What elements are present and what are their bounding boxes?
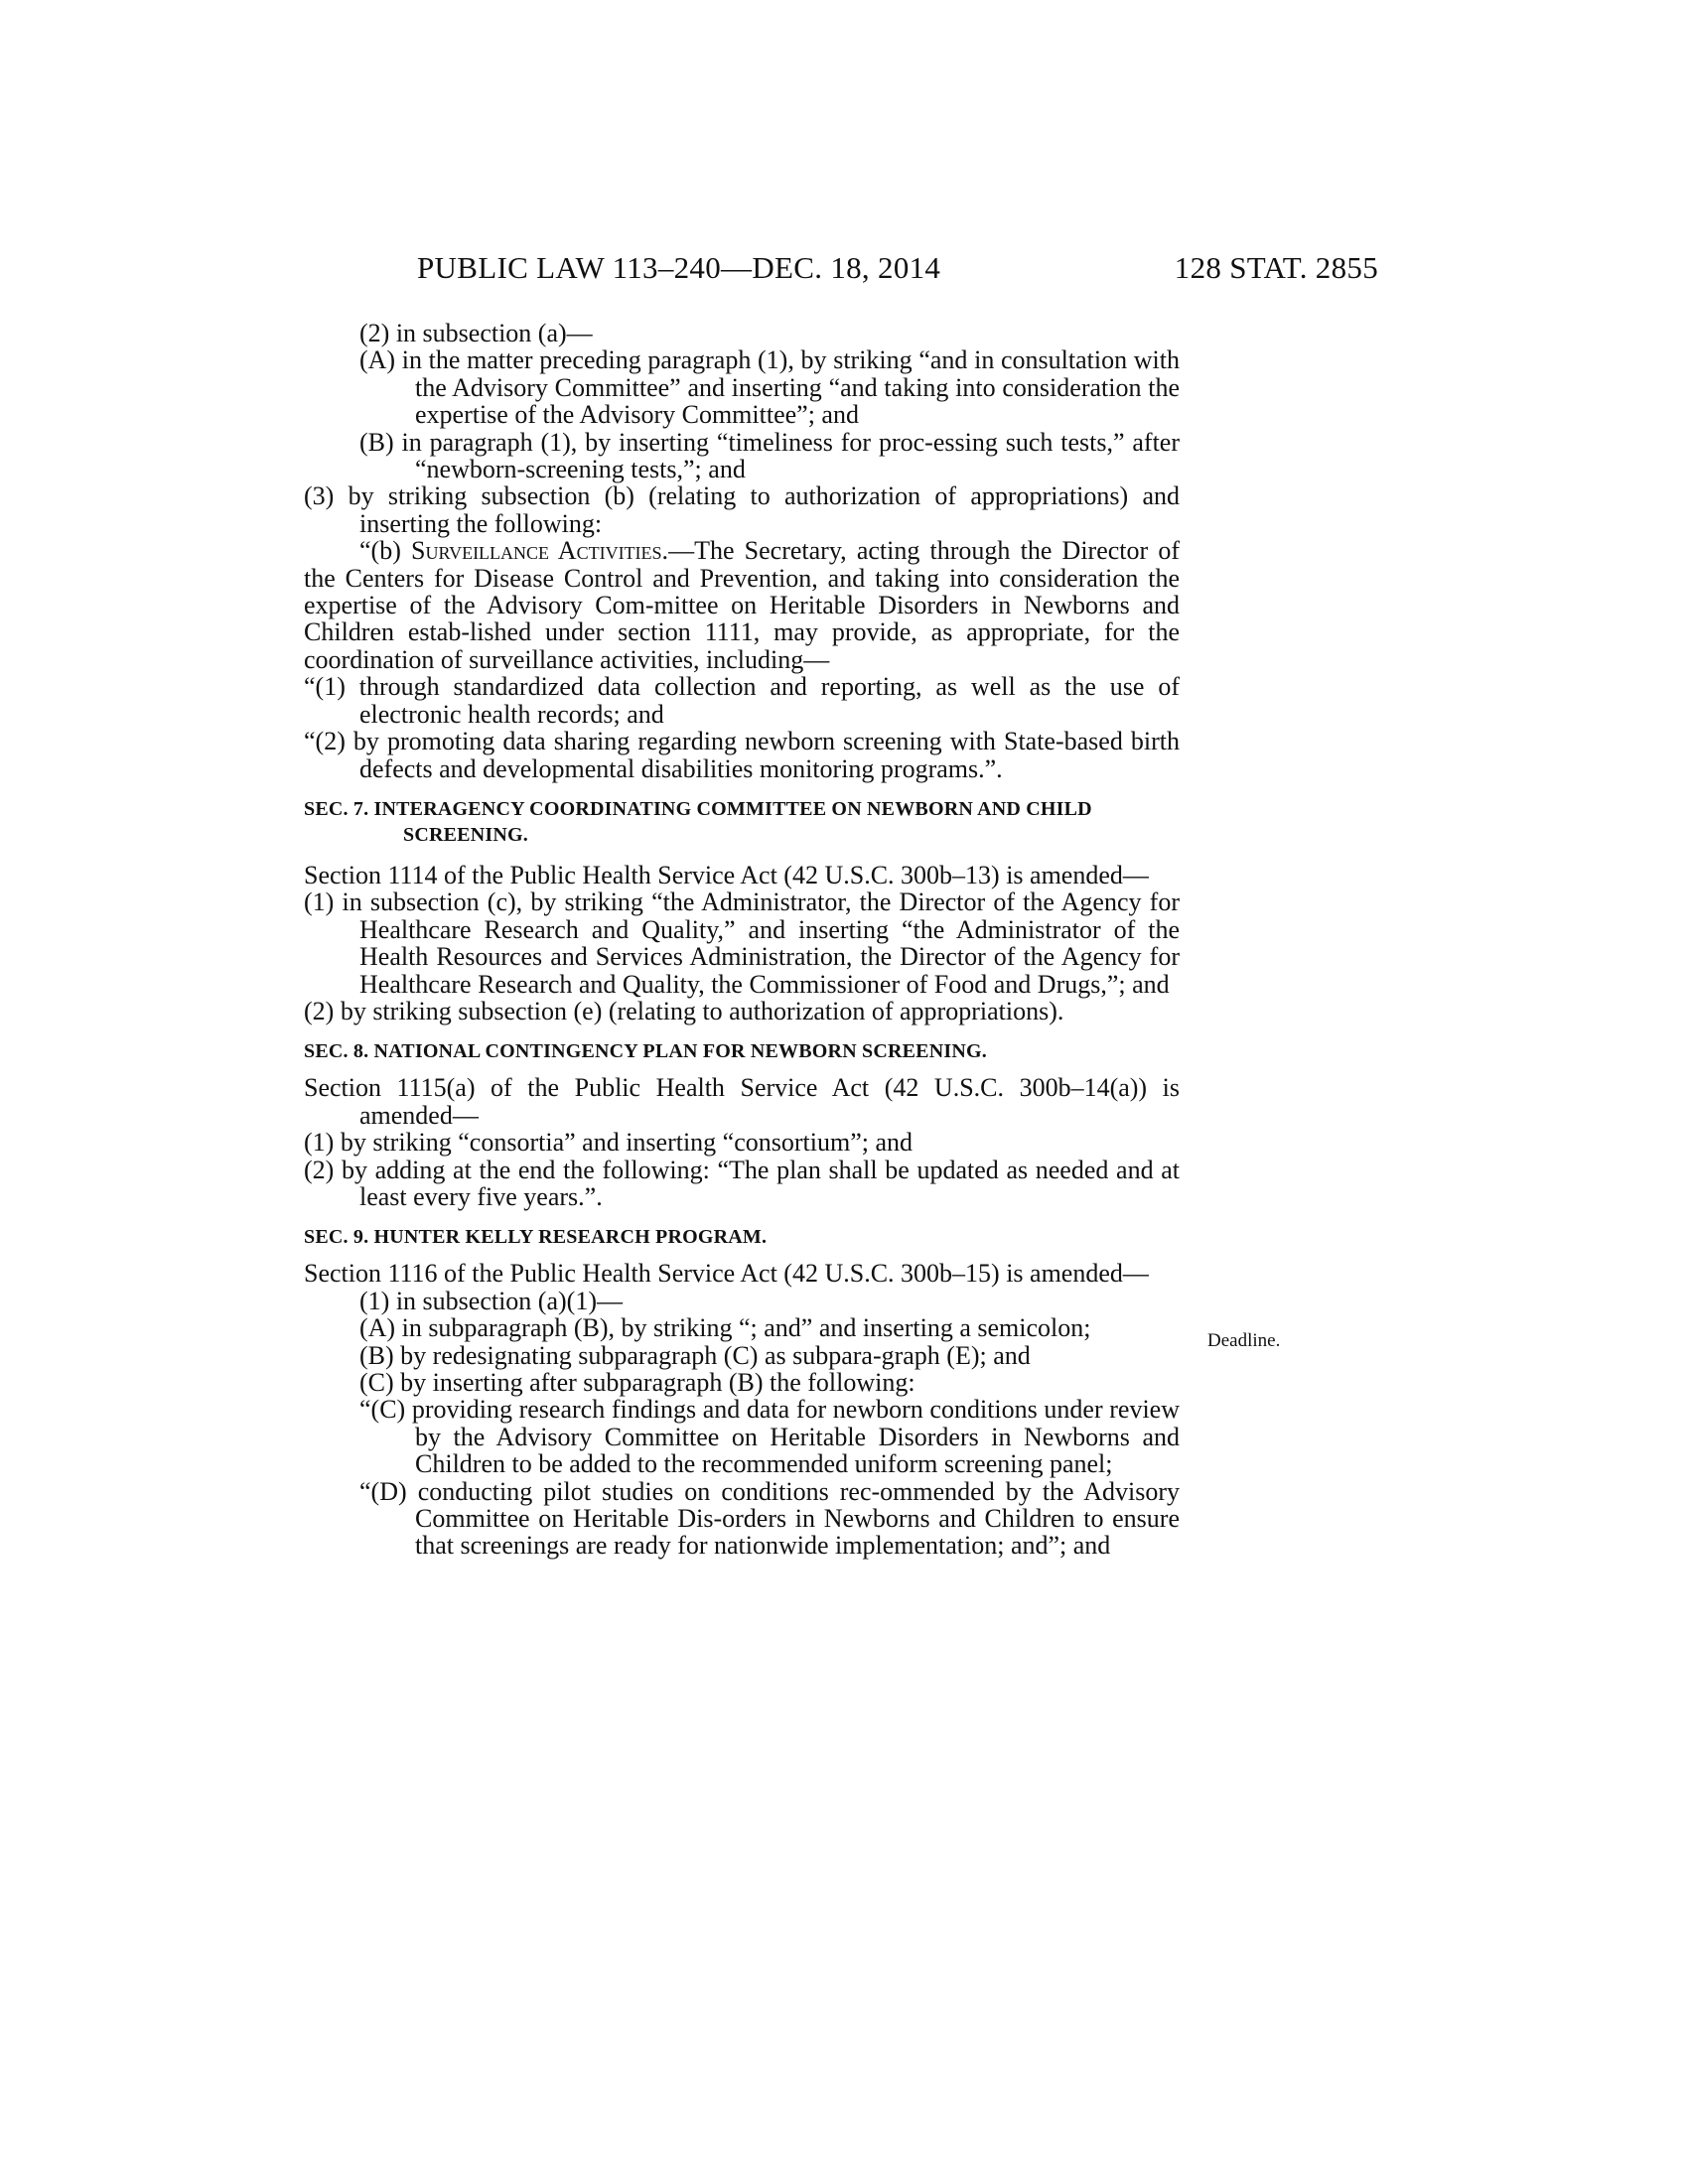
statute-page-number: 128 STAT. 2855 bbox=[1174, 250, 1378, 285]
page-header bbox=[417, 250, 1378, 290]
paragraph: “(1) through standardized data collection and reporting, as well as the use of electronic health records; and bbox=[304, 672, 1180, 729]
paragraph: (1) in subsection (c), by striking “the Administrator, the Director of the Agency for Healthcare Research and Quality,” and inserting “the Administrator of the Health Resources and Services Administration, the Director of the Agency for Healthcare Research and Quality, the Commissioner of Food and Drugs,”; and bbox=[304, 887, 1180, 999]
paragraph-surveillance-activities bbox=[304, 537, 1180, 673]
paragraph: (2) in subsection (a)— bbox=[359, 319, 593, 347]
section-heading-7: SEC. 7. INTERAGENCY COORDINATING COMMITTEE ON NEWBORN AND CHILD SCREENING. bbox=[304, 797, 1092, 846]
paragraph: (2) by adding at the end the following: “The plan shall be updated as needed and at least every five years.”. bbox=[304, 1155, 1180, 1211]
paragraph: (3) by striking subsection (b) (relating to authorization of appropriations) and inserting the following: bbox=[304, 481, 1180, 538]
paragraph: Section 1114 of the Public Health Service Act (42 U.S.C. 300b–13) is amended— bbox=[304, 860, 1149, 889]
paragraph: Section 1116 of the Public Health Service Act (42 U.S.C. 300b–15) is amended— bbox=[304, 1259, 1149, 1289]
paragraph: (B) by redesignating subparagraph (C) as subpara-graph (E); and bbox=[359, 1340, 1031, 1370]
section-heading-8: SEC. 8. NATIONAL CONTINGENCY PLAN FOR NEWBORN SCREENING. bbox=[304, 1040, 987, 1063]
text-run: “(b) bbox=[359, 536, 412, 566]
paragraph: (1) in subsection (a)(1)— bbox=[359, 1286, 623, 1315]
paragraph: “(C) providing research findings and data for newborn conditions under review by the Advisory Committee on Heritable Disorders in Newborns and Children to be added to the recommended uniform screening panel; bbox=[359, 1395, 1180, 1479]
paragraph: (2) by striking subsection (e) (relating to authorization of appropriations). bbox=[304, 996, 1064, 1025]
subsection-heading: Surveillance Activities. bbox=[411, 536, 669, 566]
paragraph: (C) by inserting after subparagraph (B) the following: bbox=[359, 1368, 915, 1397]
document-body bbox=[304, 320, 1180, 1560]
paragraph: (B) in paragraph (1), by inserting “timeliness for proc-essing such tests,” after “newborn-screening tests,”; and bbox=[359, 427, 1180, 484]
paragraph: “(2) by promoting data sharing regarding newborn screening with State-based birth defects and developmental disabilities monitoring programs.”. bbox=[304, 727, 1180, 783]
paragraph: (A) in subparagraph (B), by striking “; and” and inserting a semicolon; bbox=[359, 1313, 1091, 1343]
paragraph: “(D) conducting pilot studies on conditions rec-ommended by the Advisory Committee on Heritable Dis-orders in Newborns and Children to ensure that screenings are ready for nationwide implementation; and”; and bbox=[359, 1476, 1180, 1561]
margin-note-deadline: Deadline. bbox=[1207, 1330, 1281, 1351]
law-title: PUBLIC LAW 113–240—DEC. 18, 2014 bbox=[417, 250, 941, 285]
section-heading-9: SEC. 9. HUNTER KELLY RESEARCH PROGRAM. bbox=[304, 1226, 768, 1249]
paragraph: Section 1115(a) of the Public Health Service Act (42 U.S.C. 300b–14(a)) is amended— bbox=[304, 1073, 1180, 1130]
text-run: —The Secretary, acting through the Director of the Centers for Disease Control and Prevention, and taking into consideration the expertise of the Advisory Com-mittee on Heritable Disorders in Newborns and Children estab-lished under section 1111, may provide, as appropriate, for the coordination of surveillance activities, including— bbox=[304, 536, 1180, 674]
paragraph: (A) in the matter preceding paragraph (1), by striking “and in consultation with the Advisory Committee” and inserting “and taking into consideration the expertise of the Advisory Committee”; and bbox=[359, 345, 1180, 430]
paragraph: (1) by striking “consortia” and inserting “consortium”; and bbox=[304, 1128, 914, 1158]
